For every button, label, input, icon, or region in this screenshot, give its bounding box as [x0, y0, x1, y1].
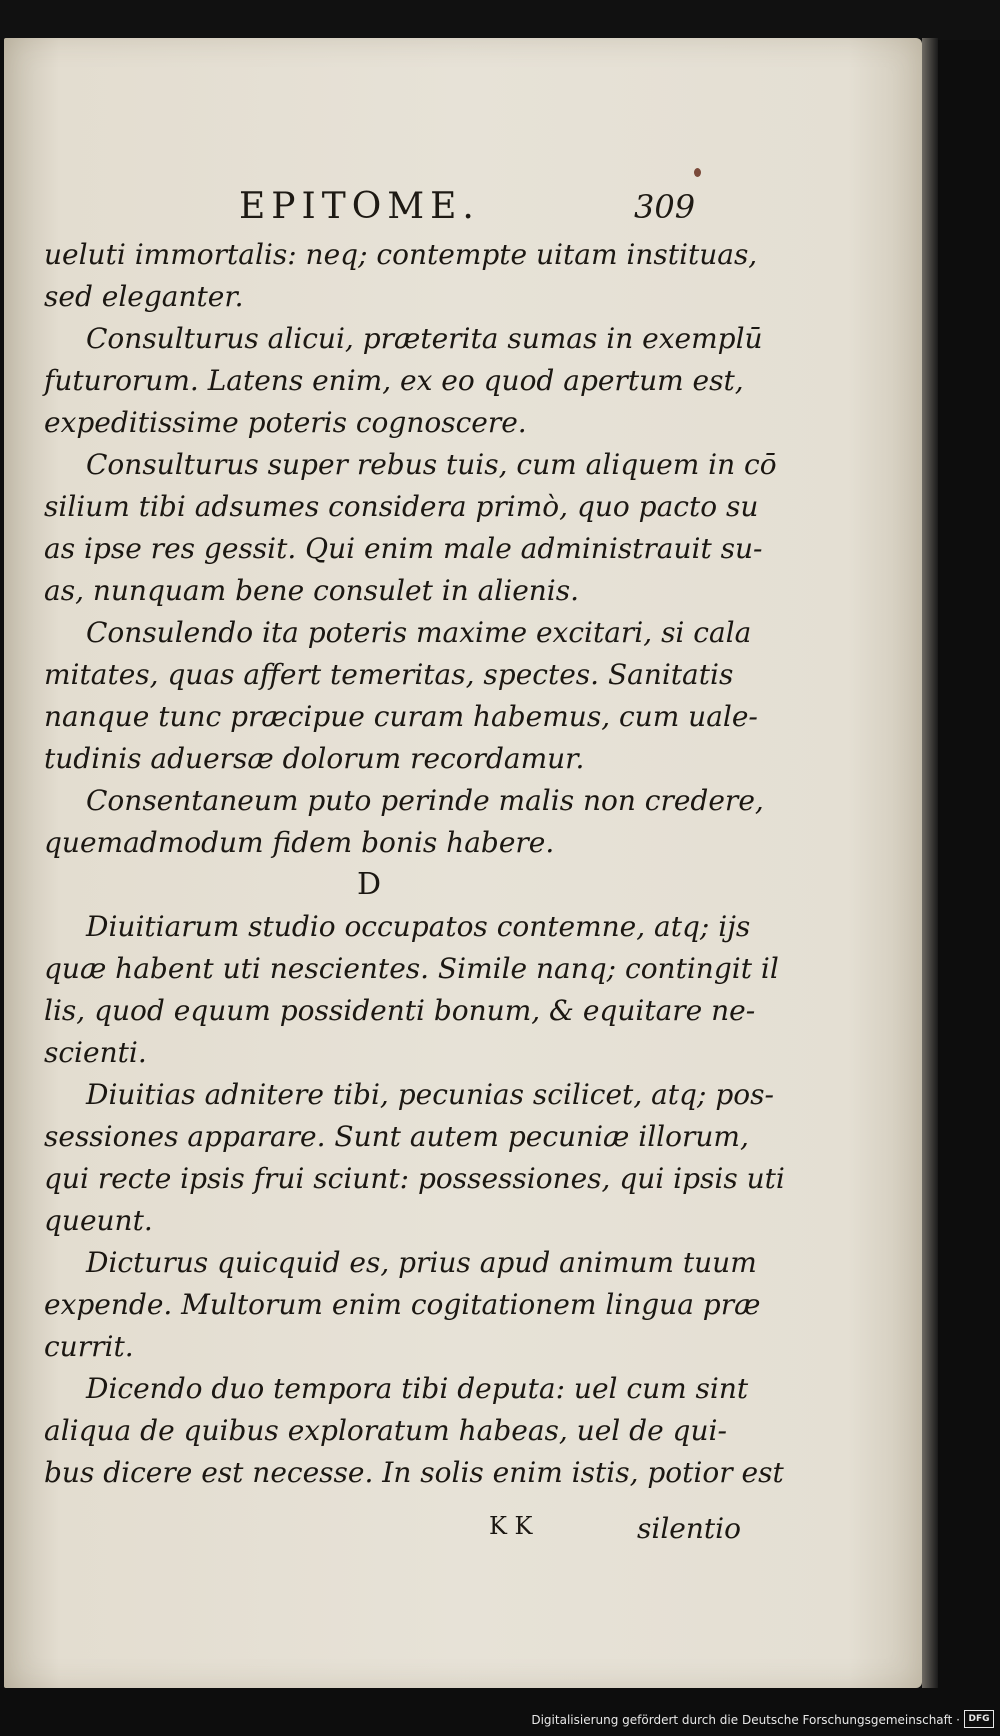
text-line: Consulturus super rebus tuis, cum aliquem in cō	[86, 448, 777, 481]
scan-frame-top	[0, 0, 1000, 40]
text-line: futurorum. Latens enim, ex eo quod apertum est,	[44, 364, 744, 397]
section-letter: D	[356, 867, 382, 902]
page-header	[4, 186, 922, 230]
text-line: bus dicere est necesse. In solis enim istis, potior est	[44, 1456, 784, 1489]
text-line: sessiones apparare. Sunt autem pecuniæ illorum,	[44, 1120, 749, 1153]
book-page	[4, 38, 922, 1688]
text-line: sed eleganter.	[44, 280, 244, 313]
text-line: Consulturus alicui, præterita sumas in exemplū	[86, 322, 763, 355]
ink-spot	[694, 168, 701, 177]
text-line: nanque tunc præcipue curam habemus, cum uale-	[44, 700, 758, 733]
text-line: aliqua de quibus exploratum habeas, uel de qui-	[44, 1414, 727, 1447]
text-line: Dicturus quicquid es, prius apud animum tuum	[86, 1246, 757, 1279]
digitization-footer	[0, 1700, 1000, 1736]
text-line: expende. Multorum enim cogitationem lingua præ	[44, 1288, 761, 1321]
text-line: Diuitias adnitere tibi, pecunias scilicet, atq; pos-	[86, 1078, 774, 1111]
page-body	[44, 234, 785, 1494]
page-edge-shadow	[922, 38, 938, 1688]
running-title: EPITOME.	[239, 186, 480, 227]
page-footer-line	[44, 1512, 741, 1554]
text-line: quemadmodum fidem bonis habere.	[44, 826, 555, 859]
text-line: Dicendo duo tempora tibi deputa: uel cum sint	[86, 1372, 749, 1405]
text-line: Diuitiarum studio occupatos contemne, atq; ijs	[86, 910, 751, 943]
text-line: mitates, quas affert temeritas, spectes. Sanitatis	[44, 658, 734, 691]
funding-note: Digitalisierung gefördert durch die Deutsche Forschungsgemeinschaft ·	[531, 1713, 960, 1727]
text-line: scienti.	[44, 1036, 147, 1069]
text-line: expeditissime poteris cognoscere.	[44, 406, 527, 439]
text-line: as, nunquam bene consulet in alienis.	[44, 574, 580, 607]
catchword: silentio	[637, 1512, 741, 1545]
text-line: qui recte ipsis frui sciunt: possessiones, qui ipsis uti	[44, 1162, 785, 1195]
text-line: ueluti immortalis: neq; contempte uitam instituas,	[44, 238, 758, 271]
text-line: quæ habent uti nescientes. Simile nanq; contingit il	[44, 952, 779, 985]
text-line: as ipse res gessit. Qui enim male administrauit su-	[44, 532, 763, 565]
text-line: Consentaneum puto perinde malis non credere,	[86, 784, 764, 817]
signature-mark: K K	[489, 1512, 533, 1540]
text-line: lis, quod equum possidenti bonum, & equitare ne-	[44, 994, 756, 1027]
text-line: currit.	[44, 1330, 134, 1363]
text-line: Consulendo ita poteris maxime excitari, si cala	[86, 616, 752, 649]
folio-number: 309	[634, 188, 696, 226]
text-line: queunt.	[44, 1204, 153, 1237]
text-line: silium tibi adsumes considera primò, quo pacto su	[44, 490, 759, 523]
dfg-logo: DFG	[964, 1710, 994, 1728]
text-line: tudinis aduersæ dolorum recordamur.	[44, 742, 585, 775]
